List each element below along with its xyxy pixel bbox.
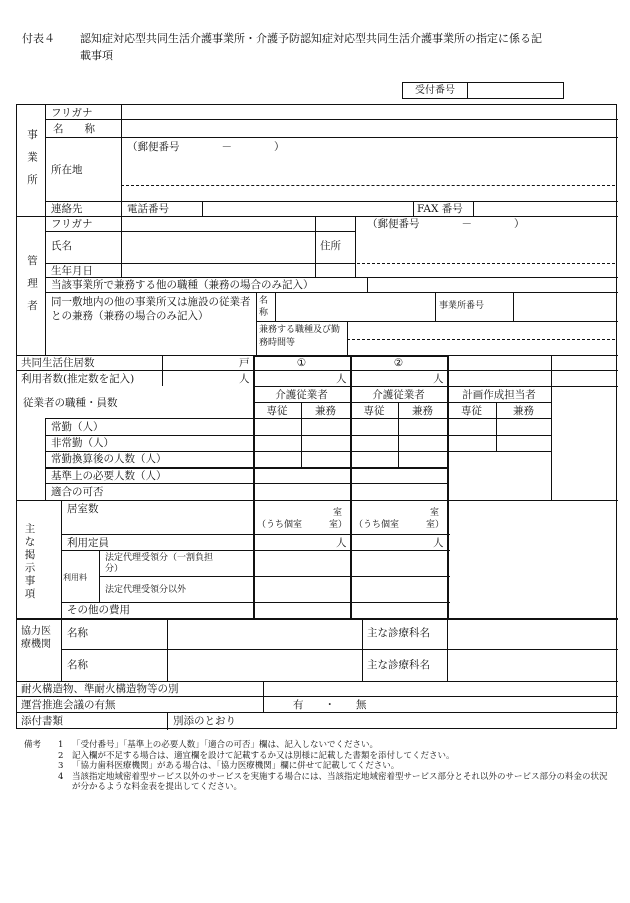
- unit-2-label: ②: [393, 357, 404, 369]
- other-costs-label: その他の費用: [67, 604, 130, 616]
- capacity-suffix-2: 人: [433, 537, 444, 549]
- capacity-suffix-1: 人: [336, 537, 347, 549]
- fee-other-label: 法定代理受領分以外: [105, 585, 187, 595]
- notes-label: 備考: [24, 740, 42, 750]
- staff-row-parttime: 非常勤（人）: [51, 437, 114, 449]
- manager-section-label: 管理者: [26, 255, 38, 323]
- facility-name-label: 名称: [259, 296, 269, 318]
- staff-title: 従業者の職種・員数: [23, 397, 118, 409]
- staff-row-required: 基準上の必要人数（人）: [51, 470, 167, 482]
- fulltime-header: 専従: [363, 405, 385, 417]
- note-2: 記入欄が不足する場合は、適宜欄を設けて記載するか又は別様に記載した書類を添付してください。: [72, 750, 455, 761]
- concurrent-header: 兼務: [315, 405, 336, 417]
- fees-label: 利用料: [63, 573, 87, 582]
- manager-name-label: 氏名: [51, 240, 72, 252]
- manager-address-label: 住所: [320, 240, 341, 252]
- note-1: 「受付番号」「基準上の必要人数」「適合の可否」欄は、記入しないでください。: [72, 740, 379, 750]
- note-number: 2: [58, 750, 64, 761]
- other-facility-label: 同一敷地内の他の事業所又は施設の従業者との兼務（兼務の場合のみ記入）: [51, 296, 251, 322]
- users-suffix: 人: [239, 373, 250, 385]
- fee-statutory-label: 法定代理受領分（一割負担分）: [105, 553, 214, 574]
- living-units-label: 共同生活住居数: [21, 357, 95, 369]
- reception-label: 受付番号: [403, 83, 468, 98]
- note-3: 「協力歯科医療機関」がある場合は、「協力医療機関」欄に併せて記載してください。: [72, 761, 400, 771]
- unit-2-users-suffix: 人: [433, 373, 444, 385]
- office-name-label: 名 称: [53, 123, 95, 135]
- attachments-label: 添付書類: [21, 715, 63, 727]
- office-address-label: 所在地: [51, 164, 83, 176]
- fulltime-header: 専従: [461, 405, 482, 417]
- medical-dept-label-2: 主な診療科名: [367, 659, 430, 671]
- staff-row-fulltime: 常勤（人）: [51, 421, 104, 433]
- items-section-label: 主な掲示事項: [24, 523, 36, 600]
- concurrent-header: 兼務: [412, 405, 433, 417]
- note-number: 1: [58, 740, 64, 750]
- unit-1-users-suffix: 人: [336, 373, 347, 385]
- private-rooms-1: （うち個室: [257, 520, 303, 530]
- attachments-value: 別添のとおり: [173, 715, 236, 727]
- medical-name-label-1: 名称: [67, 627, 88, 639]
- medical-dept-label-1: 主な診療科名: [367, 627, 430, 639]
- rooms-suffix-2: 室: [430, 508, 440, 518]
- duty-hours-label: 兼務する職種及び勤務時間等: [259, 325, 341, 348]
- concurrent-header: 兼務: [513, 405, 534, 417]
- staff-row-compliance: 適合の可否: [51, 486, 104, 498]
- private-rooms-close-1: 室）: [329, 520, 348, 530]
- staff-row-fte: 常勤換算後の人数（人）: [51, 453, 167, 465]
- form-title: [22, 30, 612, 64]
- users-label: 利用者数(推定数を記入): [21, 373, 135, 385]
- facility-number-label: 事業所番号: [439, 301, 485, 311]
- fireproof-label: 耐火構造物、準耐火構造物等の別: [21, 683, 179, 695]
- note-number: 4: [58, 771, 64, 782]
- capacity-label: 利用定員: [67, 537, 109, 549]
- reception-number-box[interactable]: [402, 82, 564, 99]
- medical-section-label: 協力医療機関: [21, 626, 51, 650]
- council-label: 運営推進会議の有無: [21, 699, 116, 711]
- private-rooms-close-2: 室）: [426, 520, 445, 530]
- plan-manager-header: 計画作成担当者: [462, 389, 536, 401]
- office-section-label: 事業所: [26, 129, 38, 197]
- care-worker-header-1: 介護従業者: [275, 389, 328, 401]
- phone-label: 電話番号: [127, 203, 169, 215]
- concurrent-duty-label: 当該事業所で兼務する他の職種（兼務の場合のみ記入）: [51, 279, 314, 291]
- title-line2: 載事項: [80, 49, 113, 62]
- care-worker-header-2: 介護従業者: [372, 389, 425, 401]
- medical-name-label-2: 名称: [67, 659, 88, 671]
- council-yes-no[interactable]: 有 ・ 無: [293, 699, 367, 711]
- office-postal-code: （郵便番号 － ）: [127, 141, 285, 153]
- office-furigana-label: フリガナ: [51, 107, 93, 119]
- unit-1-label: ①: [296, 357, 307, 369]
- manager-birth-label: 生年月日: [51, 265, 93, 277]
- annex-label: 付表４: [22, 32, 55, 45]
- rooms-suffix-1: 室: [333, 508, 343, 518]
- note-number: 3: [58, 761, 64, 771]
- manager-postal-code: （郵便番号 － ）: [367, 218, 525, 230]
- fax-label: FAX 番号: [417, 203, 463, 215]
- manager-furigana-label: フリガナ: [51, 218, 93, 230]
- form-table: [16, 104, 617, 729]
- title-line1: 認知症対応型共同生活介護事業所・介護予防認知症対応型共同生活介護事業所の指定に係る記: [80, 32, 542, 45]
- notes: [24, 740, 614, 793]
- living-units-suffix: 戸: [239, 357, 250, 369]
- fulltime-header: 専従: [266, 405, 288, 417]
- private-rooms-2: （うち個室: [354, 520, 400, 530]
- rooms-label: 居室数: [67, 503, 99, 515]
- note-4: 当該指定地域密着型サービス以外のサービスを実施する場合には、当該指定地域密着型サービス部分とそれ以外のサービス部分の料金の状況が分かるような料金表を提出してください。: [72, 771, 608, 792]
- contact-label: 連絡先: [51, 203, 83, 215]
